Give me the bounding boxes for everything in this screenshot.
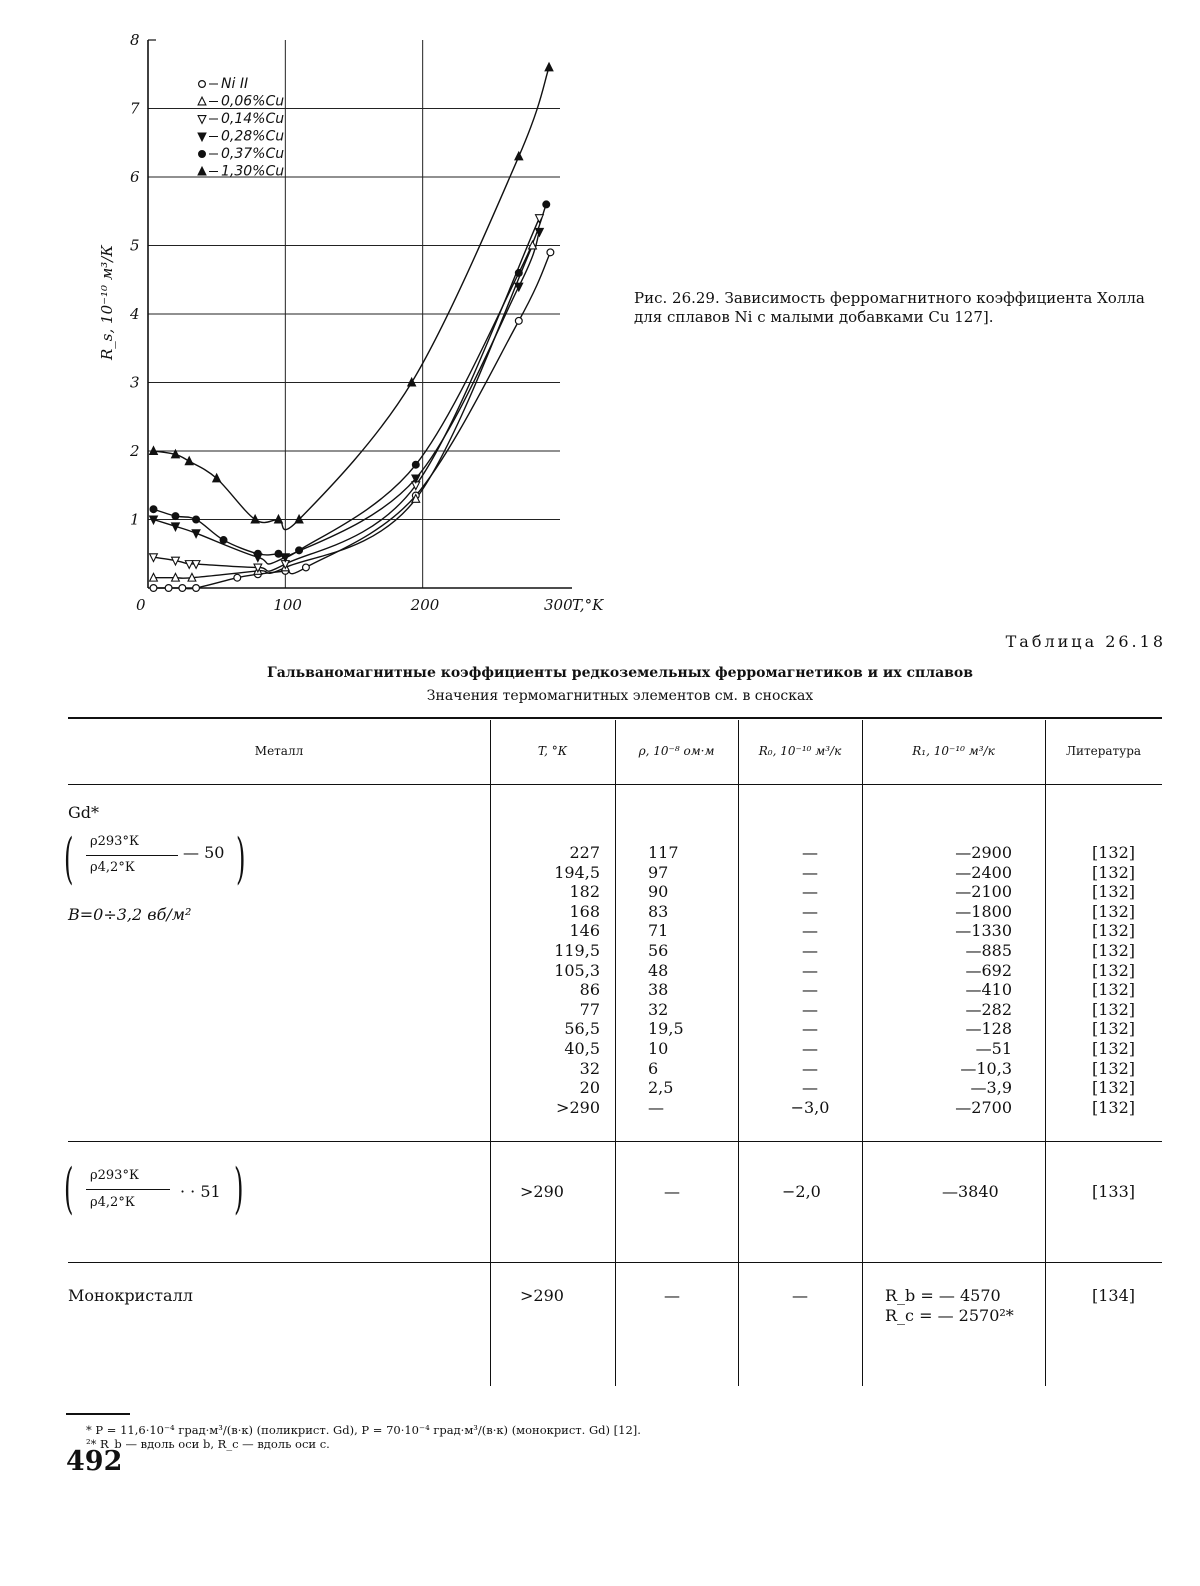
data-point bbox=[234, 574, 241, 581]
col-sep-5 bbox=[1045, 720, 1046, 1386]
legend-label: 0,37%Cu bbox=[221, 146, 285, 162]
hall-coefficient-chart bbox=[0, 0, 640, 630]
row2-fraction-value: · · 51 bbox=[180, 1182, 221, 1201]
x-axis-label: T,°K bbox=[572, 596, 604, 614]
row3-temperature: >290 bbox=[520, 1286, 564, 1305]
gd-T-cell: 56,5 bbox=[564, 1019, 600, 1039]
gd-T-cell: 168 bbox=[569, 901, 600, 921]
data-point bbox=[213, 474, 221, 482]
row3-r0: — bbox=[792, 1286, 808, 1305]
col-sep-4 bbox=[862, 720, 863, 1386]
gd-R0-cell: — bbox=[802, 921, 818, 941]
gd-rho-cell: 97 bbox=[648, 862, 669, 882]
gd-T-cell: 119,5 bbox=[554, 940, 600, 960]
gd-rho-cell: 48 bbox=[648, 960, 669, 980]
gd-lit-cell: [132] bbox=[1092, 921, 1136, 941]
paren-right: ) bbox=[236, 827, 246, 890]
gd-R1-cell: —1800 bbox=[955, 901, 1012, 921]
data-point bbox=[515, 283, 523, 291]
gd-rho-cell: 38 bbox=[648, 980, 669, 1000]
gd-rho-cell: 83 bbox=[648, 901, 669, 921]
chart-legend bbox=[198, 76, 284, 180]
metal-gd: Gd* bbox=[68, 803, 100, 822]
gd-R1-cell: —2700 bbox=[955, 1097, 1012, 1117]
footnote-1: * P = 11,6·10⁻⁴ град·м³/(в·к) (поликрист. Gd), P = 70·10⁻⁴ град·м³/(в·к) (монокрист. Gd) [12]. bbox=[86, 1423, 641, 1437]
gd-R1-cell: —2900 bbox=[955, 843, 1012, 862]
gd-R1-cell: —10,3 bbox=[960, 1058, 1012, 1078]
col-sep-1 bbox=[490, 720, 491, 1386]
table-label: Таблица 26.18 bbox=[1005, 632, 1166, 651]
gd-rho-cell: 71 bbox=[648, 921, 669, 941]
gd-rho-cell: — bbox=[648, 1097, 664, 1117]
gd-lit-cell: [132] bbox=[1092, 1019, 1136, 1039]
y-tick-label: 8 bbox=[130, 31, 140, 49]
gd-R0-cell: — bbox=[802, 882, 818, 902]
y-tick-label: 4 bbox=[130, 305, 140, 323]
data-point bbox=[165, 585, 172, 592]
row2-resistivity: — bbox=[664, 1182, 680, 1201]
gd-lit-cell: [132] bbox=[1092, 882, 1136, 902]
y-tick-label: 7 bbox=[130, 99, 140, 118]
gd-T-cell: 194,5 bbox=[554, 862, 600, 882]
data-point bbox=[193, 585, 200, 592]
y-tick-label: 2 bbox=[130, 442, 140, 460]
row2-fraction-bar bbox=[86, 1189, 170, 1190]
gd-T-cell: 105,3 bbox=[554, 960, 600, 980]
row3-literature: [134] bbox=[1092, 1286, 1136, 1305]
table-title: Гальваномагнитные коэффициенты редкоземельных ферромагнетиков и их сплавов bbox=[267, 665, 973, 681]
row2-literature: [133] bbox=[1092, 1182, 1136, 1201]
gd-temperature-column bbox=[520, 843, 600, 1117]
header-metal: Металл bbox=[254, 744, 304, 758]
data-point bbox=[199, 151, 206, 158]
row2-temperature: >290 bbox=[520, 1182, 564, 1201]
data-point bbox=[193, 516, 200, 523]
gd-R0-cell: — bbox=[802, 843, 818, 862]
header-r0: R₀, 10⁻¹⁰ м³/к bbox=[758, 744, 842, 758]
series-line bbox=[153, 246, 532, 579]
gd-R1-cell: —1330 bbox=[955, 921, 1012, 941]
legend-label: 0,14%Cu bbox=[221, 111, 285, 127]
data-point bbox=[303, 564, 310, 571]
fraction-denominator: ρ4,2°К bbox=[90, 860, 135, 875]
gd-lit-cell: [132] bbox=[1092, 999, 1136, 1019]
gd-lit-cell: [132] bbox=[1092, 960, 1136, 980]
gd-R0-cell: — bbox=[802, 1038, 818, 1058]
row3-rb: R_b = — 4570 bbox=[885, 1286, 1001, 1305]
gd-lit-cell: [132] bbox=[1092, 901, 1136, 921]
gd-rho-cell: 19,5 bbox=[648, 1019, 684, 1039]
gd-T-cell: >290 bbox=[556, 1097, 600, 1117]
series-line bbox=[153, 232, 539, 564]
data-point bbox=[179, 585, 186, 592]
gd-lit-cell: [132] bbox=[1092, 862, 1136, 882]
data-point bbox=[543, 201, 550, 208]
y-tick-label: 1 bbox=[130, 510, 140, 529]
gd-rho-cell: 117 bbox=[648, 843, 679, 862]
data-point bbox=[412, 461, 419, 468]
paren-left: ( bbox=[64, 827, 74, 890]
data-point bbox=[172, 513, 179, 520]
y-tick-label: 5 bbox=[130, 236, 140, 255]
header-r1: R₁, 10⁻¹⁰ м³/к bbox=[912, 744, 995, 758]
gd-lit-cell: [132] bbox=[1092, 1058, 1136, 1078]
data-point bbox=[150, 506, 157, 513]
gd-R0-cell: −3,0 bbox=[790, 1097, 830, 1117]
metal-monocrystal: Монокристалл bbox=[68, 1286, 193, 1305]
y-tick-label: 3 bbox=[130, 373, 140, 392]
gd-literature-column bbox=[1092, 843, 1152, 1117]
col-sep-3 bbox=[738, 720, 739, 1386]
gd-R0-cell: — bbox=[802, 1078, 818, 1098]
gd-R0-cell: — bbox=[802, 1019, 818, 1039]
row2-paren-left: ( bbox=[64, 1157, 74, 1220]
gd-lit-cell: [132] bbox=[1092, 1078, 1136, 1098]
data-point bbox=[275, 550, 282, 557]
y-tick-label: 6 bbox=[130, 168, 140, 186]
legend-label: 0,06%Cu bbox=[221, 93, 285, 110]
figure-caption: Рис. 26.29. Зависимость ферромагнитного коэффициента Холла для сплавов Ni с малыми добавками Cu 127]. bbox=[634, 289, 1145, 326]
data-point bbox=[185, 457, 193, 465]
row2-fraction-numerator: ρ293°К bbox=[90, 1168, 140, 1183]
field-range: B=0÷3,2 вб/м² bbox=[68, 905, 192, 924]
row3-rc: R_c = — 2570²* bbox=[885, 1306, 1014, 1325]
gd-T-cell: 146 bbox=[569, 921, 600, 941]
y-axis-label: R_s, 10⁻¹⁰ м³/К bbox=[98, 245, 116, 360]
gd-R0-cell: — bbox=[802, 862, 818, 882]
series-line bbox=[153, 218, 539, 571]
gd-R1-cell: —410 bbox=[965, 980, 1012, 1000]
x-tick-label: 300 bbox=[544, 596, 573, 614]
data-point bbox=[254, 550, 261, 557]
data-point bbox=[220, 537, 227, 544]
x-tick-label: 0 bbox=[136, 596, 146, 614]
data-point bbox=[198, 167, 206, 175]
footnote-rule bbox=[66, 1413, 130, 1415]
gd-resistivity-column bbox=[648, 843, 718, 1117]
data-point bbox=[515, 317, 522, 324]
gd-R0-cell: — bbox=[802, 980, 818, 1000]
gd-lit-cell: [132] bbox=[1092, 980, 1136, 1000]
gd-T-cell: 32 bbox=[579, 1058, 600, 1078]
gd-R0-cell: — bbox=[802, 999, 818, 1019]
gd-lit-cell: [132] bbox=[1092, 1097, 1136, 1117]
gd-T-cell: 227 bbox=[569, 843, 600, 862]
row3-resistivity: — bbox=[664, 1286, 680, 1305]
row2-r0: −2,0 bbox=[782, 1182, 821, 1201]
gd-R0-cell: — bbox=[802, 1058, 818, 1078]
gd-R1-cell: —3,9 bbox=[970, 1078, 1012, 1098]
gd-r0-column bbox=[780, 843, 840, 1117]
gd-T-cell: 182 bbox=[569, 882, 600, 902]
gd-R1-cell: —885 bbox=[965, 940, 1012, 960]
gd-R1-cell: —51 bbox=[975, 1038, 1012, 1058]
gd-R0-cell: — bbox=[802, 960, 818, 980]
row2-fraction-denominator: ρ4,2°К bbox=[90, 1195, 135, 1210]
header-literature: Литература bbox=[1065, 744, 1142, 758]
gd-R0-cell: — bbox=[802, 940, 818, 960]
chart-curves bbox=[153, 67, 550, 588]
page-number: 492 bbox=[66, 1446, 123, 1477]
col-sep-2 bbox=[615, 720, 616, 1386]
data-point bbox=[296, 547, 303, 554]
data-point bbox=[198, 97, 206, 105]
data-point bbox=[515, 152, 523, 160]
gd-R0-cell: — bbox=[802, 901, 818, 921]
fraction-numerator: ρ293°К bbox=[90, 834, 140, 849]
footnote-2: ²* R_b — вдоль оси b, R_c — вдоль оси c. bbox=[86, 1437, 330, 1451]
row2-paren-right: ) bbox=[234, 1157, 244, 1220]
fraction-bar bbox=[86, 855, 178, 856]
gd-T-cell: 77 bbox=[579, 999, 600, 1019]
gd-rho-cell: 6 bbox=[648, 1058, 659, 1078]
gd-R1-cell: —692 bbox=[965, 960, 1012, 980]
gd-rho-cell: 90 bbox=[648, 882, 669, 902]
data-point bbox=[547, 249, 554, 256]
row2-r1: —3840 bbox=[942, 1182, 999, 1201]
x-tick-label: 100 bbox=[273, 596, 302, 614]
gd-rho-cell: 56 bbox=[648, 940, 669, 960]
data-point bbox=[198, 133, 206, 141]
gd-lit-cell: [132] bbox=[1092, 940, 1136, 960]
gd-rho-cell: 32 bbox=[648, 999, 669, 1019]
gd-T-cell: 86 bbox=[579, 980, 600, 1000]
data-point bbox=[515, 270, 522, 277]
gd-rho-cell: 2,5 bbox=[648, 1078, 674, 1098]
data-point bbox=[545, 63, 553, 71]
chart-grid bbox=[148, 40, 560, 588]
fraction-value: — 50 bbox=[183, 843, 225, 862]
header-temperature: T, °К bbox=[537, 744, 568, 758]
data-point bbox=[199, 81, 206, 88]
gd-R1-cell: —2400 bbox=[955, 862, 1012, 882]
legend-label: 1,30%Cu bbox=[221, 163, 285, 180]
gd-R1-cell: —282 bbox=[965, 999, 1012, 1019]
gd-r1-column bbox=[922, 843, 1012, 1117]
x-tick-label: 200 bbox=[410, 596, 440, 614]
header-resistivity: ρ, 10⁻⁸ ом·м bbox=[638, 744, 715, 758]
table-subtitle: Значения термомагнитных элементов см. в сносках bbox=[426, 688, 814, 704]
data-point bbox=[150, 585, 157, 592]
gd-lit-cell: [132] bbox=[1092, 1038, 1136, 1058]
gd-T-cell: 40,5 bbox=[564, 1038, 600, 1058]
data-point bbox=[198, 116, 206, 124]
gd-rho-cell: 10 bbox=[648, 1038, 669, 1058]
gd-R1-cell: —2100 bbox=[955, 882, 1012, 902]
gd-R1-cell: —128 bbox=[965, 1019, 1012, 1039]
legend-label: Ni II bbox=[221, 76, 249, 92]
gd-T-cell: 20 bbox=[579, 1078, 600, 1098]
legend-label: 0,28%Cu bbox=[221, 128, 285, 145]
gd-lit-cell: [132] bbox=[1092, 843, 1136, 862]
table-top-rule bbox=[68, 717, 1162, 719]
